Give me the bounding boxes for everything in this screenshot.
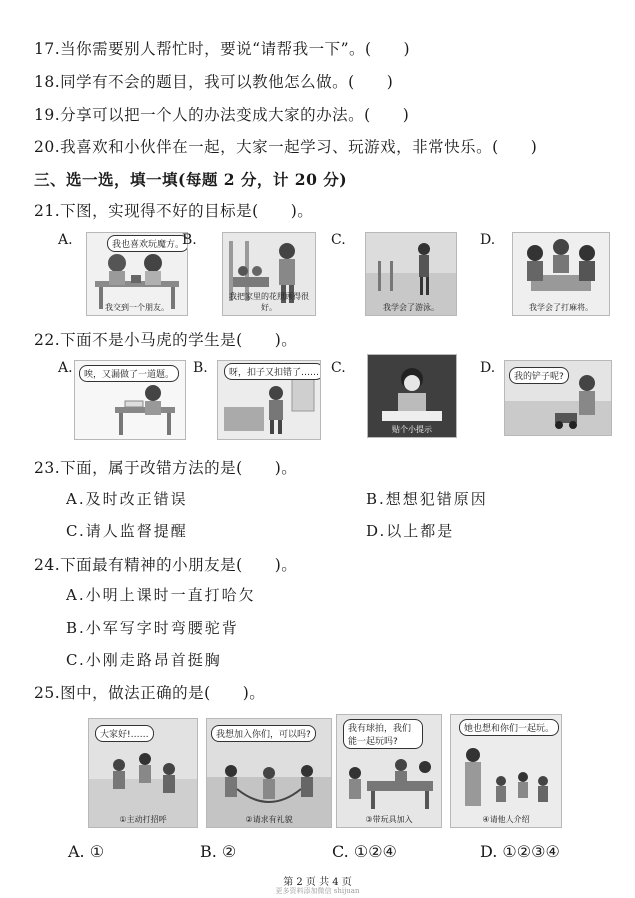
page-number: 第 2 页 共 4 页 [283,877,352,888]
option-label: D. [480,360,496,376]
q25-answer-d: D. ①②③④ [480,842,560,861]
q25-picture-3 [336,714,442,828]
question-25-stem: 25.图中，做法正确的是( )。 [34,684,266,702]
picture-caption: ④请他人介绍 [482,815,530,824]
q22-option-d [480,360,615,442]
question-20: 20.我喜欢和小伙伴在一起，大家一起学习、玩游戏，非常快乐。( ) [34,138,538,156]
q25-picture-4 [450,714,562,828]
q24-option-b: B.小军写字时弯腰驼背 [66,619,239,637]
q21-picture-a [86,232,188,316]
q22-picture-c [367,354,457,438]
speech-bubble: 我也喜欢玩魔方。 [107,235,188,252]
question-22-stem: 22.下面不是小马虎的学生是( )。 [34,331,298,349]
q21-picture-c [365,232,457,316]
q23-option-d: D.以上都是 [366,522,455,540]
q21-picture-b [222,232,316,316]
question-21-stem: 21.下图，实现得不好的目标是( )。 [34,202,314,220]
question-18: 18.同学有不会的题目，我可以教他怎么做。( ) [34,73,394,91]
q23-option-c: C.请人监督提醒 [66,522,188,540]
q24-option-c: C.小刚走路昂首挺胸 [66,651,222,669]
picture-caption: ②请求有礼貌 [245,815,293,824]
q22-picture-a [74,360,186,440]
picture-caption: ③带玩具加入 [365,815,413,824]
question-19: 19.分享可以把一个人的办法变成大家的办法。( ) [34,106,410,124]
q25-answer-c: C. ①②④ [332,842,397,861]
picture-caption: 我交到一个朋友。 [105,303,169,312]
q25-picture-1 [88,718,198,828]
speech-bubble: 大家好!…… [95,725,154,742]
q21-option-c [331,232,461,318]
picture-caption: ①主动打招呼 [119,815,167,824]
speech-bubble: 她也想和你们一起玩。 [459,719,559,736]
picture-caption: 我学会了打麻将。 [529,303,593,312]
q23-option-a: A.及时改正错误 [66,490,188,508]
option-label: B. [193,360,208,376]
watermark: 更多资料添加微信 shijuan [275,887,360,895]
q22-picture-d [504,360,612,436]
q22-option-c [331,360,461,442]
speech-bubble: 我想加入你们，可以吗? [211,725,316,742]
q21-option-a [58,232,188,318]
option-label: A. [58,360,73,376]
option-label: A. [58,232,73,248]
speech-bubble: 我的铲子呢? [509,367,569,384]
speech-bubble: 呀，扣子又扣错了…… [224,363,321,380]
q25-picture-2 [206,718,332,828]
q21-picture-d [512,232,610,316]
section-3-title: 三、选一选，填一填(每题 2 分，计 20 分) [34,170,348,189]
q22-option-a [58,360,188,442]
question-23-stem: 23.下面，属于改错方法的是( )。 [34,459,298,477]
picture-caption: 贴个小提示 [392,425,432,434]
q22-option-b [193,360,323,442]
q22-picture-b [217,360,321,440]
speech-bubble: 唉，又漏做了一道题。 [79,365,179,382]
option-label: C. [331,232,346,248]
q25-answer-b: B. ② [200,842,237,861]
question-17: 17.当你需要别人帮忙时，要说“请帮我一下”。( ) [34,40,411,58]
q21-option-d [480,232,615,318]
q21-option-b [182,232,317,318]
q23-option-b: B.想想犯错原因 [366,490,488,508]
q24-option-a: A.小明上课时一直打哈欠 [66,586,256,604]
option-label: D. [480,232,496,248]
option-label: B. [182,232,197,248]
q25-answer-a: A. ① [68,842,105,861]
picture-caption: 我学会了游泳。 [383,303,439,312]
question-24-stem: 24.下面最有精神的小朋友是( )。 [34,556,298,574]
speech-bubble: 我有球拍，我们能一起玩吗? [343,719,423,749]
option-label: C. [331,360,346,376]
picture-caption: 我把家里的花照顾得很好。 [229,292,309,312]
